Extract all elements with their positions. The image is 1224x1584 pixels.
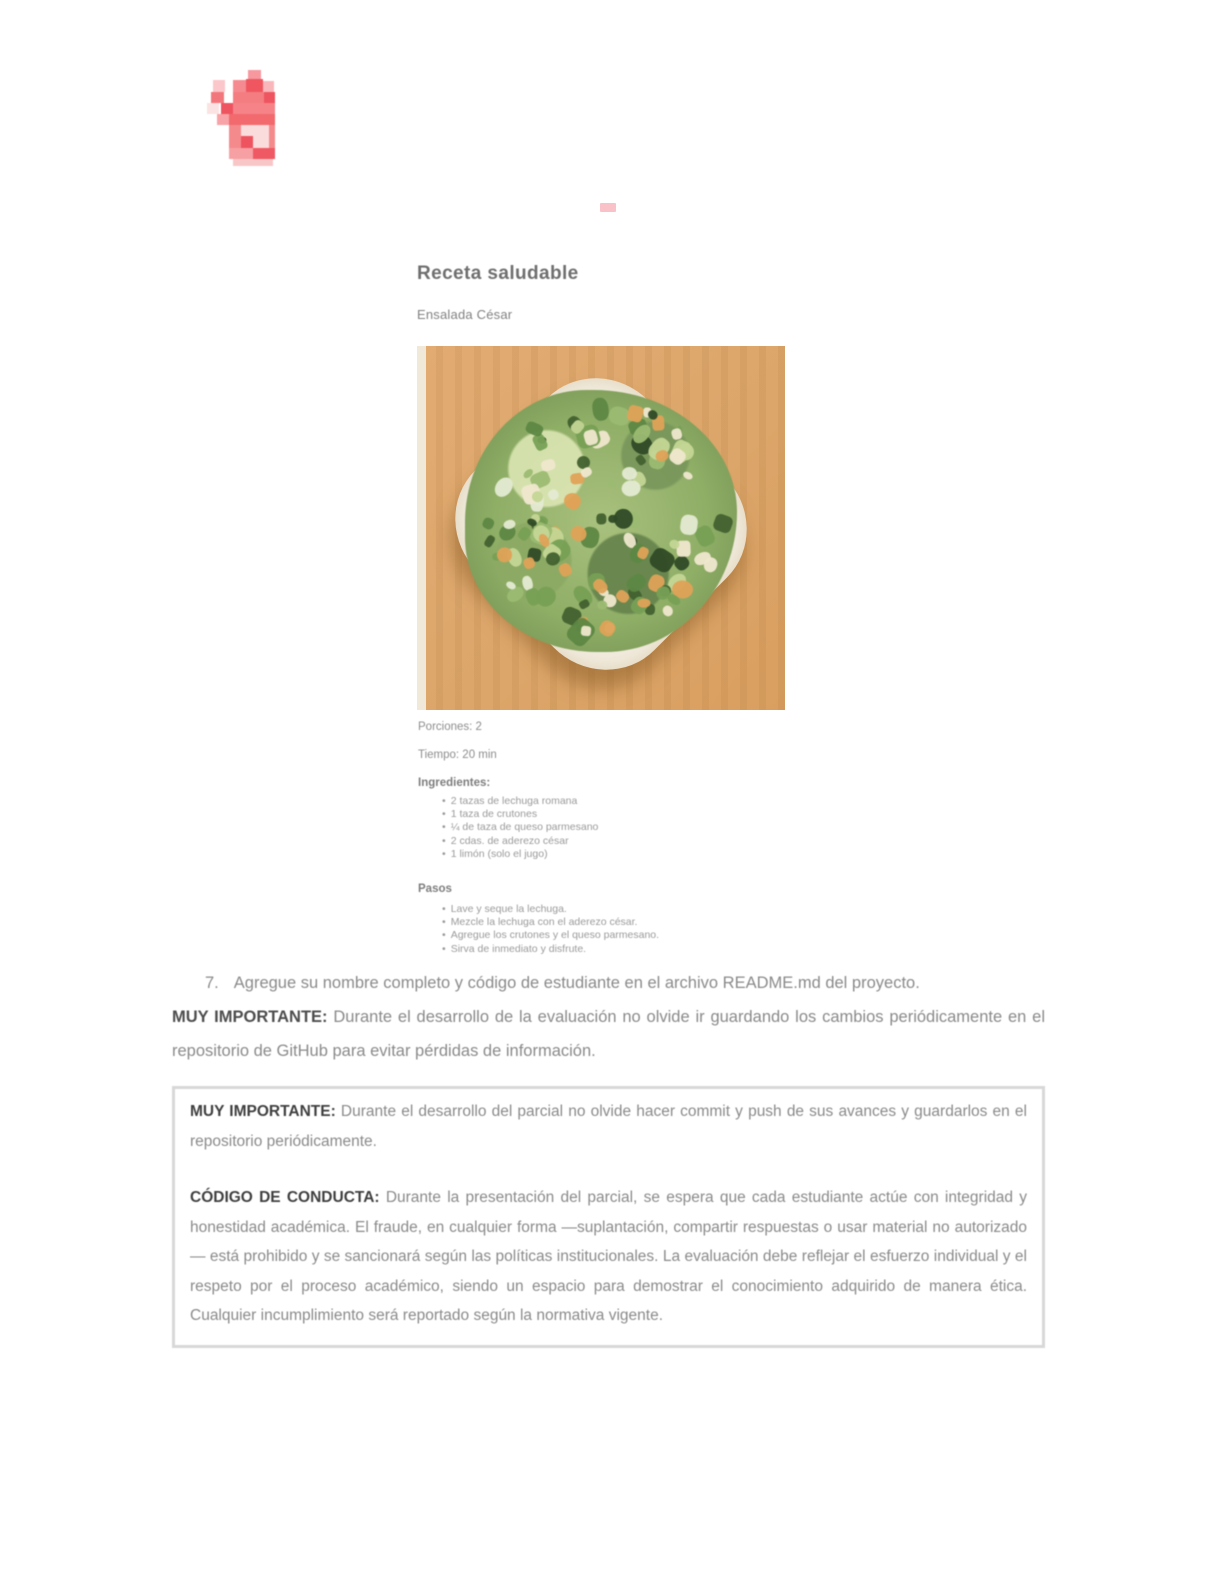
important-label: MUY IMPORTANTE: xyxy=(172,1008,328,1026)
important-text: Durante el desarrollo de la evaluación no olvide ir guardando los cambios periódicamente en el repositorio de GitHub para evitar pérdidas de información. xyxy=(172,1008,1045,1060)
list-item: • 2 tazas de lechuga romana xyxy=(442,795,632,808)
meta-time: Tiempo: 20 min xyxy=(418,749,497,761)
list-item: • 1 taza de crutones xyxy=(442,808,632,821)
item-number: 7. xyxy=(205,974,219,992)
notice-box xyxy=(172,1086,1045,1348)
meta-servings: Porciones: 2 xyxy=(418,721,482,733)
box-conduct-note xyxy=(190,1183,1027,1331)
paragraph-spacer xyxy=(190,1156,1027,1183)
box-important-label: MUY IMPORTANTE: xyxy=(190,1103,336,1120)
assignment-instructions xyxy=(172,966,1045,1068)
conduct-text: Durante la presentación del parcial, se espera que cada estudiante actúe con integridad y honestidad académica. El fraude, en cualquier forma —suplantación, compartir respuestas o usar material no autorizado— está prohibido y se sancionará según las políticas institucionales. La evaluación debe reflejar el esfuerzo individual y el respeto por el proceso académico, siendo un espacio para demostrar el conocimiento adquirido de manera ética. Cualquier incumplimiento será reportado según la normativa vigente. xyxy=(190,1189,1027,1324)
institution-logo-icon xyxy=(207,70,281,166)
salad-photo xyxy=(417,346,785,710)
list-item: • 1 limón (solo el jugo) xyxy=(442,848,632,861)
list-item: • Sirva de inmediato y disfrute. xyxy=(442,943,702,956)
steps-label: Pasos xyxy=(418,883,452,895)
ingredients-label: Ingredientes: xyxy=(418,777,491,789)
salad-toss xyxy=(465,390,737,652)
red-accent-mark xyxy=(600,203,616,212)
item-text: Agregue su nombre completo y código de estudiante en el archivo README.md del proyecto. xyxy=(233,974,920,992)
list-item: • Lave y seque la lechuga. xyxy=(442,903,702,916)
list-item: • Mezcle la lechuga con el aderezo césar. xyxy=(442,916,702,929)
conduct-label: CÓDIGO DE CONDUCTA: xyxy=(190,1189,380,1206)
recipe-title: Receta saludable xyxy=(417,263,579,284)
list-item: • Agregue los crutones y el queso parmesano. xyxy=(442,929,702,942)
recipe-subtitle: Ensalada César xyxy=(417,307,513,322)
assignment-important-note xyxy=(172,1000,1045,1068)
box-important-text: Durante el desarrollo del parcial no olvide hacer commit y push de sus avances y guardarlos en el repositorio periódicamente. xyxy=(190,1103,1027,1150)
assignment-item-7 xyxy=(172,966,1045,1000)
steps-list xyxy=(442,903,702,956)
ingredients-list xyxy=(442,795,632,861)
list-item: • ¼ de taza de queso parmesano xyxy=(442,821,632,834)
box-important-note xyxy=(190,1097,1027,1156)
list-item: • 2 cdas. de aderezo césar xyxy=(442,835,632,848)
